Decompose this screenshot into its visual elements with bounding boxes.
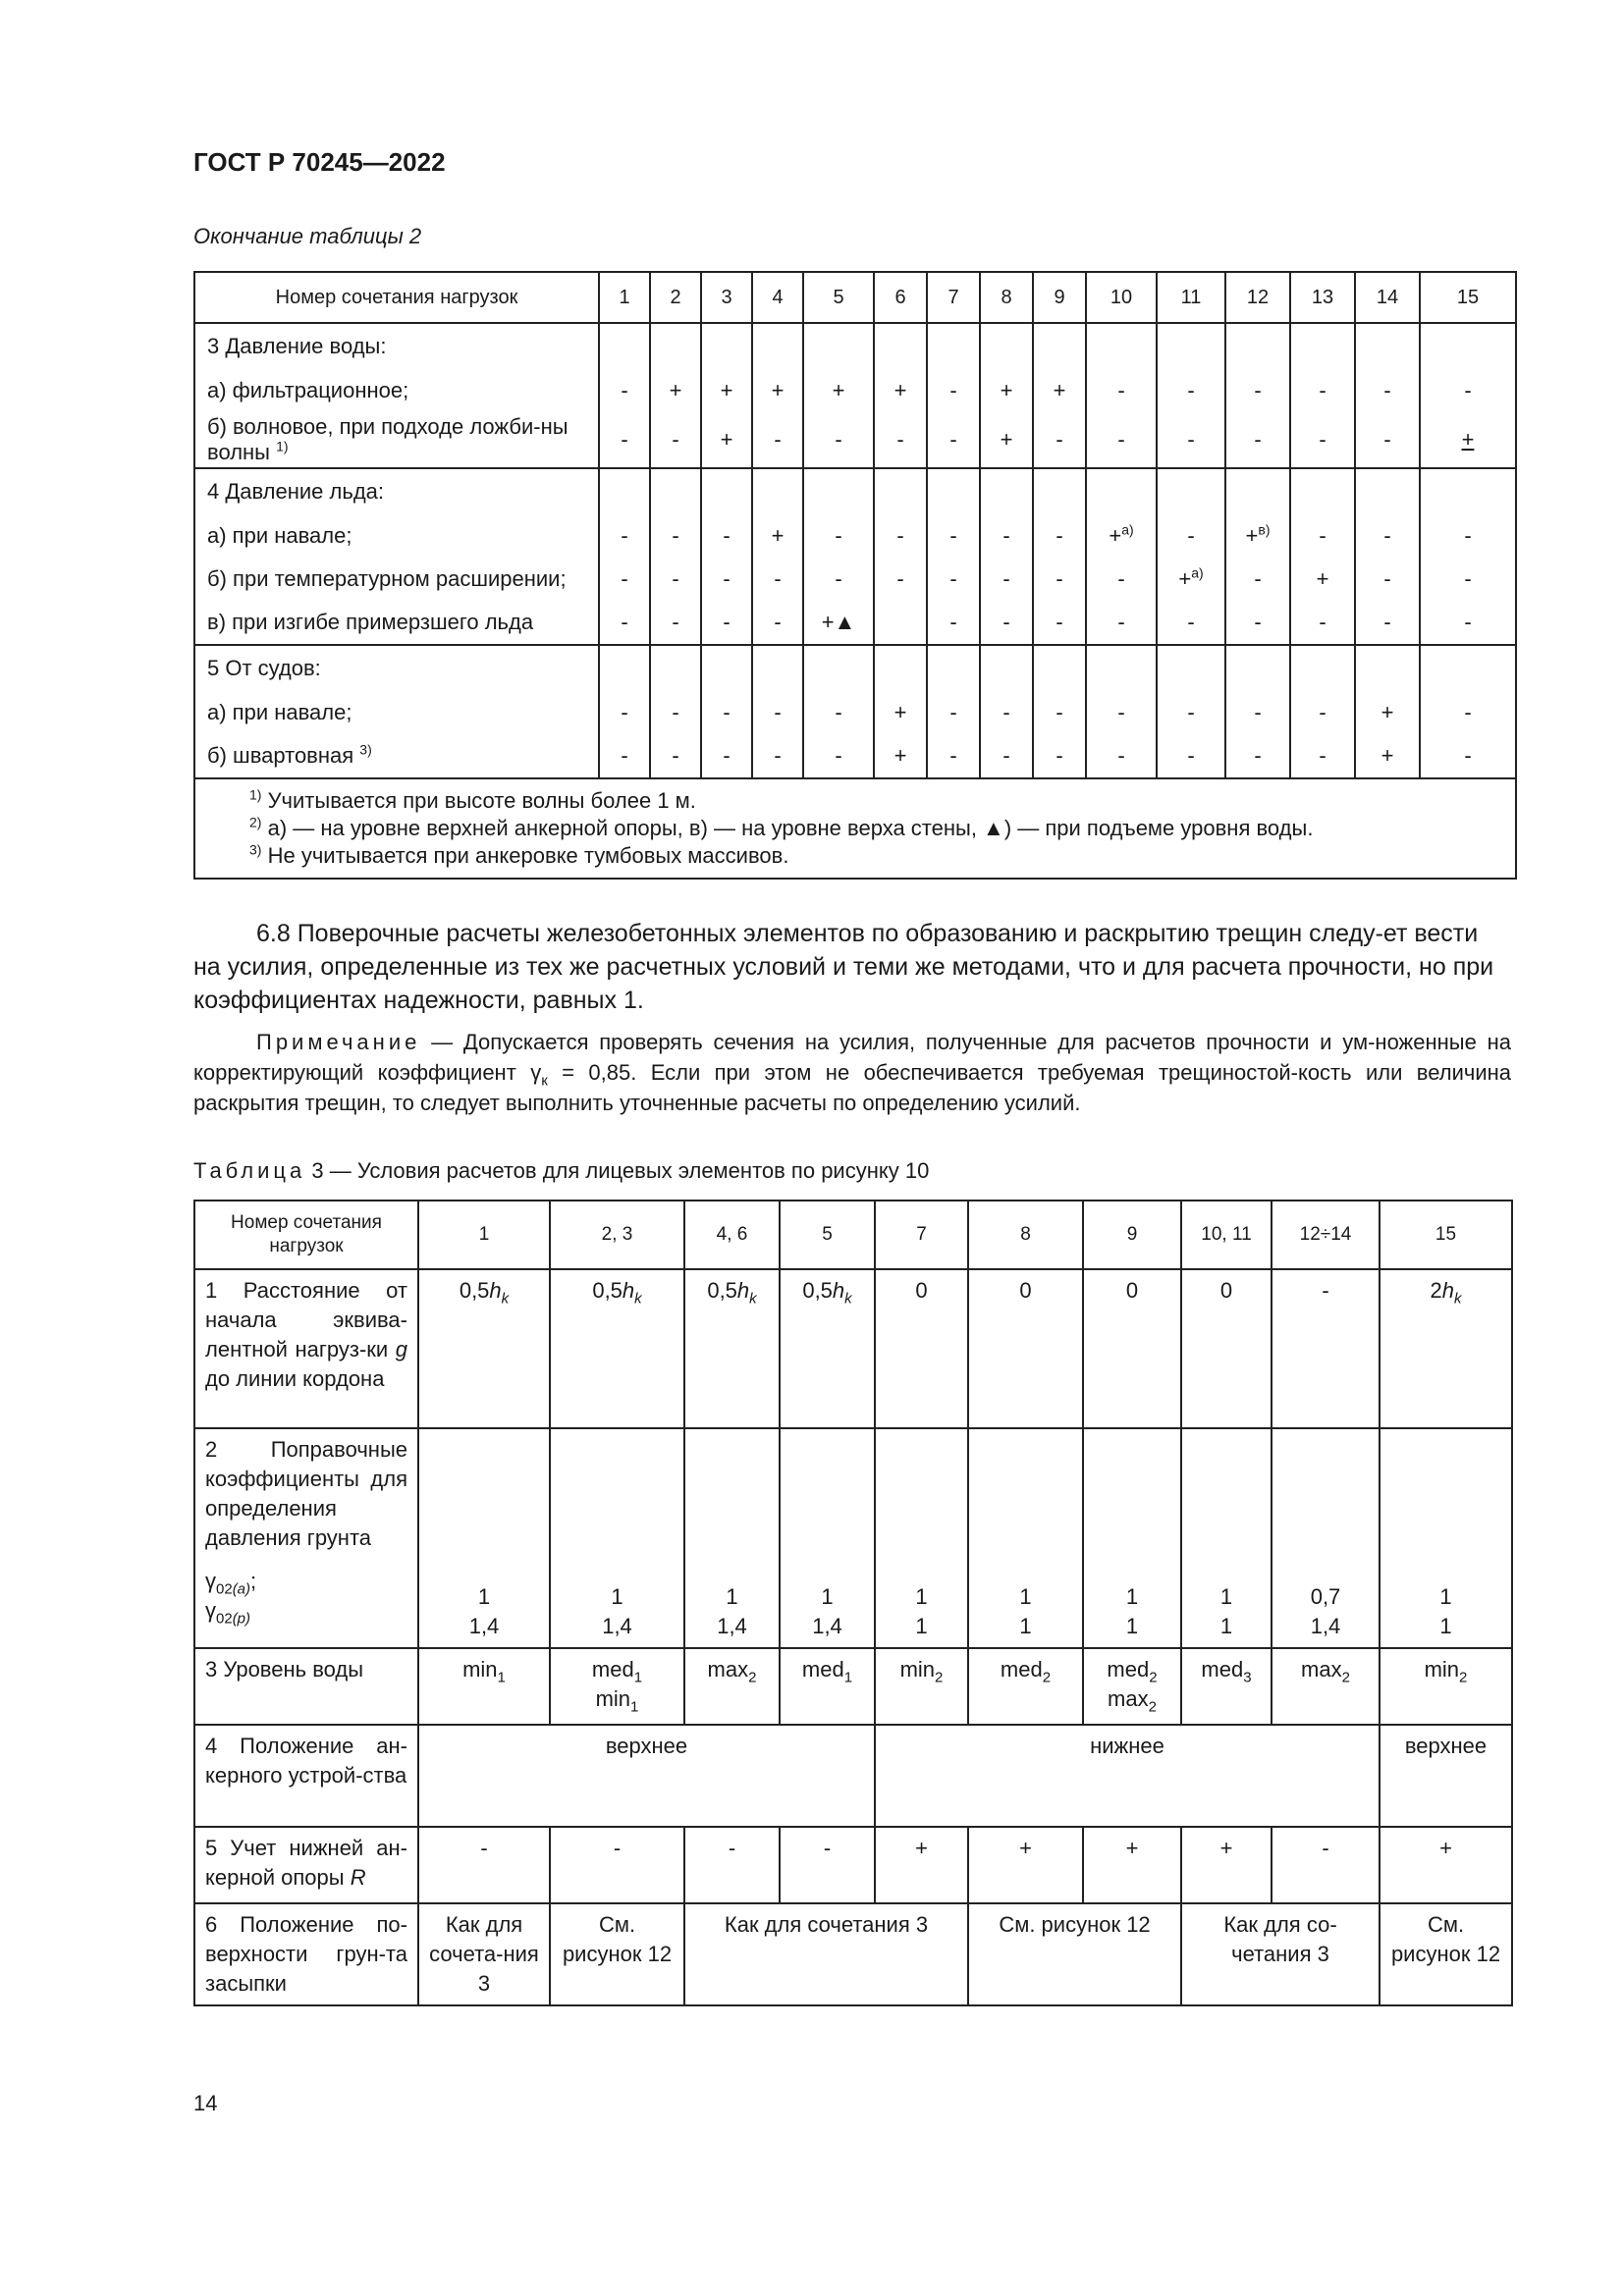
table3-cell: 1 1 [968, 1428, 1083, 1648]
table3-col-header: 5 [780, 1201, 875, 1269]
row-label: а) фильтрационное; [194, 369, 599, 412]
table2-cell: - [980, 514, 1033, 558]
table2-cell: - [1225, 412, 1290, 468]
table2-cell: - [1420, 601, 1516, 645]
table3-cell: + [1181, 1827, 1272, 1903]
row-label: 6 Положение по-верхности грун-та засыпки [194, 1903, 418, 2005]
table2-col-header: 5 [803, 272, 874, 323]
table2-section-title-row [194, 645, 1516, 691]
gamma-symbol: γ [530, 1060, 542, 1085]
note-label: Примечание [256, 1030, 421, 1054]
table3-row-backfill-surface [194, 1903, 1512, 2005]
row-label: а) при навале; [194, 514, 599, 558]
table2-cell: - [874, 514, 927, 558]
table2-cell: - [1033, 412, 1086, 468]
table2-cell: - [1290, 601, 1355, 645]
table3-cell: 1 1,4 [550, 1428, 684, 1648]
backfill-c5: Как для со-четания 3 [1181, 1903, 1380, 2005]
table2-row [194, 558, 1516, 601]
table3-cell: 1 1 [1083, 1428, 1181, 1648]
table3-row-water-level [194, 1648, 1512, 1725]
table2-cell: - [803, 412, 874, 468]
table2-cell: - [927, 514, 980, 558]
row-label: 5 Учет нижней ан-керной опоры R [194, 1827, 418, 1903]
document-code: ГОСТ Р 70245—2022 [193, 147, 446, 177]
table3-header-label: Номер сочетания нагрузок [194, 1201, 418, 1269]
table2-cell: - [1086, 734, 1157, 778]
table2-cell: - [752, 734, 803, 778]
table2-cell: - [650, 514, 701, 558]
table2-cell: + [1355, 691, 1420, 734]
table2-cell: + [980, 369, 1033, 412]
table2-col-header: 14 [1355, 272, 1420, 323]
table2-cell: - [927, 558, 980, 601]
note-paragraph [193, 1027, 1511, 1118]
table2-cell: - [980, 734, 1033, 778]
table2-cell: - [1355, 601, 1420, 645]
table3-cell: 0 [968, 1269, 1083, 1428]
table3-header-row [194, 1201, 1512, 1269]
table2-cell: - [1290, 514, 1355, 558]
table3-cell: 1 1 [1181, 1428, 1272, 1648]
table3-cell: - [418, 1827, 550, 1903]
table2-cell: - [1033, 514, 1086, 558]
table2-cell: - [927, 734, 980, 778]
row-label: б) швартовная $^{3)}$ [194, 734, 599, 778]
table3-col-header: 9 [1083, 1201, 1181, 1269]
table2-cell: - [1157, 734, 1225, 778]
table2-header-row [194, 272, 1516, 323]
table2-row [194, 734, 1516, 778]
table2-col-header: 11 [1157, 272, 1225, 323]
table2-cell: - [650, 734, 701, 778]
table3-cell: - [684, 1827, 780, 1903]
table3-cell: $0,5h_k$ [550, 1269, 684, 1428]
table2-cell: - [927, 601, 980, 645]
table2-cell: - [927, 412, 980, 468]
table2-cell: - [599, 369, 650, 412]
table2-cell: + [874, 369, 927, 412]
table3-cell: + [1380, 1827, 1512, 1903]
table2-col-header: 13 [1290, 272, 1355, 323]
page-number: 14 [193, 2091, 218, 2115]
table2-cell: - [701, 558, 752, 601]
backfill-c1: Как для сочета-ния 3 [418, 1903, 550, 2005]
section-title: 4 Давление льда: [194, 468, 599, 514]
table3-col-header: 15 [1380, 1201, 1512, 1269]
table2-cell: - [599, 412, 650, 468]
table2-cell: + [650, 369, 701, 412]
table3-col-header: 2, 3 [550, 1201, 684, 1269]
table3-row-distance [194, 1269, 1512, 1428]
table3-cell: $0,5h_k$ [684, 1269, 780, 1428]
table2-cell: - [1290, 734, 1355, 778]
table2-col-header: 7 [927, 272, 980, 323]
table2-col-header: 1 [599, 272, 650, 323]
row-label: 3 Уровень воды [194, 1648, 418, 1725]
table2-cell: - [1420, 369, 1516, 412]
table2-caption: Окончание таблицы 2 [193, 224, 422, 248]
table2-col-header: 10 [1086, 272, 1157, 323]
footnote: $^{2)}$ а) — на уровне верхней анкерной опоры, в) — на уровне верха стены, ▲) — при подъеме уровня воды. [249, 814, 1314, 840]
table2-row [194, 514, 1516, 558]
gamma-a-label: $\gamma_{02(a)}$; [205, 1569, 257, 1598]
table3-cell: 0 [875, 1269, 968, 1428]
table2-cell: + [752, 514, 803, 558]
section-title: 5 От судов: [194, 645, 599, 691]
table2-cell: +$^{в)}$ [1225, 514, 1290, 558]
table2-cell: + [874, 734, 927, 778]
table3-cell: med$_2$ $\max_2$ [1083, 1648, 1181, 1725]
table2-row [194, 691, 1516, 734]
section-title: 3 Давление воды: [194, 323, 599, 369]
table2-cell: - [1033, 601, 1086, 645]
table2-cell: - [1086, 558, 1157, 601]
table2-cell: - [803, 734, 874, 778]
table3-cell: - [550, 1827, 684, 1903]
table3-cell: $2h_k$ [1380, 1269, 1512, 1428]
table2-cell: - [650, 691, 701, 734]
table2-cell: - [650, 601, 701, 645]
table3-cell: med$_2$ [968, 1648, 1083, 1725]
table3-cell: - [1272, 1827, 1380, 1903]
table2-cell: - [927, 691, 980, 734]
table2-cell: + [1033, 369, 1086, 412]
table3-cell: - [780, 1827, 875, 1903]
table2-cell: - [599, 691, 650, 734]
table2-cell: + [1420, 412, 1516, 468]
table2-row [194, 601, 1516, 645]
table2-cell: - [1420, 514, 1516, 558]
table2-cell: - [752, 412, 803, 468]
table2-row [194, 369, 1516, 412]
table2-cell: - [1290, 691, 1355, 734]
table3-col-header: 8 [968, 1201, 1083, 1269]
table2-cell: - [803, 514, 874, 558]
row-label: б) при температурном расширении; [194, 558, 599, 601]
table3-cell: 1 1 [875, 1428, 968, 1648]
table2-cell: + [1355, 734, 1420, 778]
table2-cell: - [1355, 514, 1420, 558]
row-label: а) при навале; [194, 691, 599, 734]
table2-cell: - [650, 412, 701, 468]
table2-cell: - [980, 601, 1033, 645]
table2-section-title-row [194, 323, 1516, 369]
table3-cell: + [1083, 1827, 1181, 1903]
table2-footnotes [194, 778, 1516, 879]
table2-col-header: 8 [980, 272, 1033, 323]
gamma-p-label: $\gamma_{02(p)}$ [205, 1598, 251, 1628]
table2-cell: + [980, 412, 1033, 468]
table2-cell: +▲ [803, 601, 874, 645]
table2-cell [874, 601, 927, 645]
table3-cell: 1 1,4 [684, 1428, 780, 1648]
table2-cell: - [1355, 558, 1420, 601]
table3-col-header: 7 [875, 1201, 968, 1269]
table3-cell: 1 1,4 [780, 1428, 875, 1648]
table2-cell: - [1290, 412, 1355, 468]
footnote: $^{3)}$ Не учитывается при анкеровке тумбовых массивов. [249, 841, 789, 868]
footnote: $^{1)}$ Учитывается при высоте волны более 1 м. [249, 786, 696, 813]
table2-cell: - [1225, 601, 1290, 645]
table2-cell: - [1225, 558, 1290, 601]
table3-cell: $\max_2$ [1272, 1648, 1380, 1725]
table2-cell: +$^{а)}$ [1157, 558, 1225, 601]
table2-cell: - [1157, 412, 1225, 468]
table3-cell: med$_3$ [1181, 1648, 1272, 1725]
table3-cell: 0 [1181, 1269, 1272, 1428]
table3-col-header: 10, 11 [1181, 1201, 1272, 1269]
table2-cell: - [1420, 691, 1516, 734]
table3-cell: $\max_2$ [684, 1648, 780, 1725]
row-label: 4 Положение ан-керного устрой-ства [194, 1725, 418, 1827]
table2-cell: - [1225, 691, 1290, 734]
table2-col-header: 3 [701, 272, 752, 323]
table2-cell: + [752, 369, 803, 412]
table2-cell: - [980, 691, 1033, 734]
backfill-c2: См. рисунок 12 [550, 1903, 684, 2005]
table3-cell: + [875, 1827, 968, 1903]
table2-cell: - [701, 601, 752, 645]
table3 [193, 1200, 1513, 2006]
note-text-after: = 0,85. Если при этом не обеспечивается требуемая трещиностой-кость или величина раскрытия трещин, то следует выполнить уточненные расчеты по определению усилий. [193, 1060, 1512, 1115]
table2-col-header: 6 [874, 272, 927, 323]
table2-cell: - [1086, 601, 1157, 645]
table3-cell: $\min_1$ [418, 1648, 550, 1725]
row-label: 2 Поправочные коэффициенты для определения давления грунта $\gamma_{02(a)}$; $\gamma_{02(p)}$ [194, 1428, 418, 1648]
table2-cell: - [752, 601, 803, 645]
table2-cell: - [701, 734, 752, 778]
table3-col-header: 12÷14 [1272, 1201, 1380, 1269]
table3-cell: - [1272, 1269, 1380, 1428]
table2-cell: - [1033, 691, 1086, 734]
table2-cell: + [874, 691, 927, 734]
table3-row-lower-anchor [194, 1827, 1512, 1903]
table2-cell: - [1355, 412, 1420, 468]
table2-cell: - [1420, 734, 1516, 778]
table2-cell: - [1420, 558, 1516, 601]
table2-cell: - [599, 734, 650, 778]
table2-section-title-row [194, 468, 1516, 514]
table3-cell: $0,5h_k$ [418, 1269, 550, 1428]
table2-cell: - [874, 558, 927, 601]
table2-cell: - [1157, 369, 1225, 412]
table2-cell: +$^{а)}$ [1086, 514, 1157, 558]
table2-cell: - [803, 558, 874, 601]
table3-col-header: 4, 6 [684, 1201, 780, 1269]
table2-col-header: 2 [650, 272, 701, 323]
table3-cell: med$_1$ [780, 1648, 875, 1725]
table3-caption: Таблица 3 — Условия расчетов для лицевых элементов по рисунку 10 [193, 1158, 930, 1183]
table3-cell: med$_1$ $\min_1$ [550, 1648, 684, 1725]
anchor-upper-2: верхнее [1380, 1725, 1512, 1827]
note-text-before: — Допускается проверять сечения на усилия, полученные для расчетов прочности и ум-ноженные на корректирующий коэффициент [193, 1030, 1511, 1085]
table2-cell: - [752, 558, 803, 601]
table3-cell: $\min_2$ [1380, 1648, 1512, 1725]
row-label: 1 Расстояние от начала эквива-лентной нагруз-ки g до линии кордона [194, 1269, 418, 1428]
table2-row [194, 412, 1516, 468]
table2-cell: - [1086, 412, 1157, 468]
table2-col-header: 15 [1420, 272, 1516, 323]
gamma-subscript: к [541, 1072, 548, 1090]
table2-cell: - [1157, 514, 1225, 558]
table2-cell: - [1086, 369, 1157, 412]
table3-row-anchor-position [194, 1725, 1512, 1827]
table2-cell: + [701, 369, 752, 412]
table2-cell: - [803, 691, 874, 734]
table2-cell: - [1157, 691, 1225, 734]
table2-col-header: 4 [752, 272, 803, 323]
backfill-c4: См. рисунок 12 [968, 1903, 1181, 2005]
table3-cell: 0 [1083, 1269, 1181, 1428]
table2-body [194, 323, 1516, 778]
table2-cell: + [803, 369, 874, 412]
table2-cell: - [1157, 601, 1225, 645]
table2-cell: - [1033, 734, 1086, 778]
table2-cell: - [874, 412, 927, 468]
table2-footnotes-row [194, 778, 1516, 879]
table2 [193, 271, 1517, 880]
table2-cell: - [1355, 369, 1420, 412]
table2-cell: - [650, 558, 701, 601]
backfill-c3: Как для сочетания 3 [684, 1903, 968, 2005]
table2-cell: - [701, 514, 752, 558]
table2-cell: - [701, 691, 752, 734]
table2-col-header: 9 [1033, 272, 1086, 323]
anchor-lower: нижнее [875, 1725, 1380, 1827]
table3-col-header: 1 [418, 1201, 550, 1269]
paragraph-6-8: 6.8 Поверочные расчеты железобетонных элементов по образованию и раскрытию трещин следу-ет вести на усилия, определенные из тех же расчетных условий и теми же методами, что и для расчета прочности, но при коэффициентах надежности, равных 1. [193, 920, 1494, 1014]
table3-cell: $\min_2$ [875, 1648, 968, 1725]
table3-cell: + [968, 1827, 1083, 1903]
table2-cell: - [980, 558, 1033, 601]
table2-cell: - [1225, 369, 1290, 412]
table2-header-label: Номер сочетания нагрузок [194, 272, 599, 323]
table2-cell: - [752, 691, 803, 734]
table2-col-header: 12 [1225, 272, 1290, 323]
table2-cell: - [599, 601, 650, 645]
table3-cell: 0,7 1,4 [1272, 1428, 1380, 1648]
table3-cell: 1 1 [1380, 1428, 1512, 1648]
table2-cell: - [1290, 369, 1355, 412]
table2-cell: - [1033, 558, 1086, 601]
table2-cell: - [599, 558, 650, 601]
table2-cell: + [701, 412, 752, 468]
row-label: б) волновое, при подходе ложби-ны волны $^{1)}$ [194, 412, 599, 468]
table2-cell: - [1225, 734, 1290, 778]
row-label: в) при изгибе примерзшего льда [194, 601, 599, 645]
table3-cell: $0,5h_k$ [780, 1269, 875, 1428]
table3-cell: 1 1,4 [418, 1428, 550, 1648]
table2-cell: - [1086, 691, 1157, 734]
table2-cell: + [1290, 558, 1355, 601]
table2-cell: - [599, 514, 650, 558]
table3-row-coefficients [194, 1428, 1512, 1648]
table2-cell: - [927, 369, 980, 412]
anchor-upper-1: верхнее [418, 1725, 875, 1827]
backfill-c6: См. рисунок 12 [1380, 1903, 1512, 2005]
